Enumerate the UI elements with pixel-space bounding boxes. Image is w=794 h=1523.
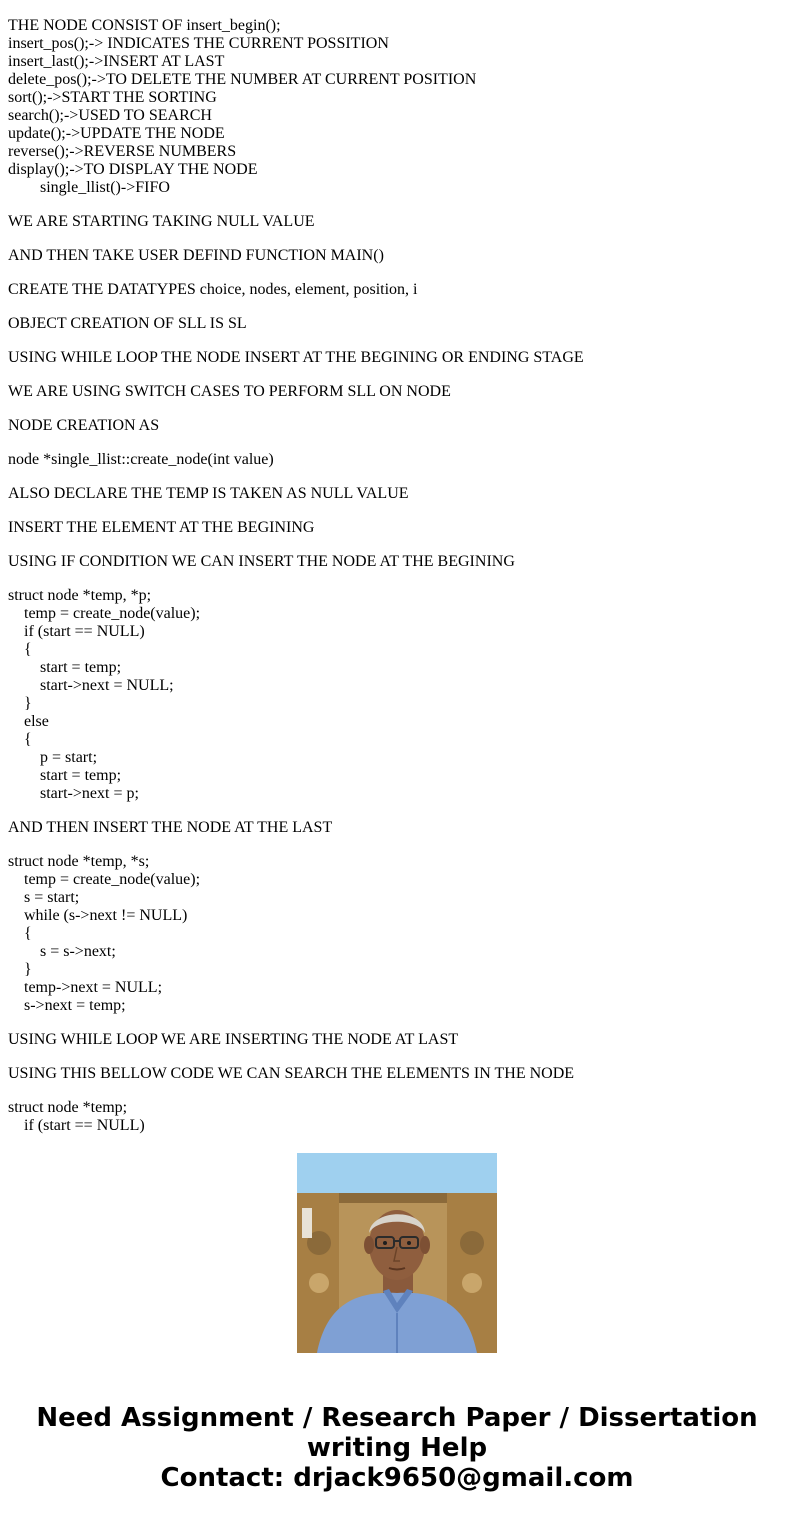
text-line: start->next = NULL; (8, 677, 174, 694)
paragraph-gap (8, 571, 788, 587)
text-line: USING IF CONDITION WE CAN INSERT THE NODE AT THE BEGINING (8, 553, 515, 570)
paragraph-gap (8, 1015, 788, 1031)
text-line: { (8, 641, 32, 658)
text-line: p = start; (8, 749, 98, 766)
text-line: s->next = temp; (8, 997, 126, 1014)
text-line: INSERT THE ELEMENT AT THE BEGINING (8, 519, 315, 536)
text-line: while (s->next != NULL) (8, 907, 188, 924)
paragraph-gap (8, 837, 788, 853)
paragraph-gap (8, 367, 788, 383)
text-line: reverse();->REVERSE NUMBERS (8, 143, 237, 160)
paragraph-gap (8, 1049, 788, 1065)
text-line: struct node *temp, *s; (8, 853, 150, 870)
text-line: struct node *temp; (8, 1099, 128, 1116)
text-line: else (8, 713, 49, 730)
text-line: NODE CREATION AS (8, 417, 160, 434)
text-line: s = s->next; (8, 943, 116, 960)
paragraph-gap (8, 299, 788, 315)
text-line: USING THIS BELLOW CODE WE CAN SEARCH THE ELEMENTS IN THE NODE (8, 1065, 575, 1082)
text-line: display();->TO DISPLAY THE NODE (8, 161, 258, 178)
text-line: ALSO DECLARE THE TEMP IS TAKEN AS NULL VALUE (8, 485, 409, 502)
text-line: struct node *temp, *p; (8, 587, 152, 604)
paragraph-gap (8, 435, 788, 451)
promo-contact: Contact: drjack9650@gmail.com (160, 1463, 634, 1493)
text-line: update();->UPDATE THE NODE (8, 125, 225, 142)
author-photo (297, 1153, 497, 1353)
text-line: insert_pos();-> INDICATES THE CURRENT POSSITION (8, 35, 389, 52)
promo-banner (0, 1403, 794, 1493)
text-line: { (8, 731, 32, 748)
text-line: if (start == NULL) (8, 623, 145, 640)
text-line: temp = create_node(value); (8, 871, 201, 888)
text-line: temp->next = NULL; (8, 979, 163, 996)
text-line: AND THEN TAKE USER DEFIND FUNCTION MAIN() (8, 247, 384, 264)
promo-line-2: writing Help (306, 1433, 488, 1463)
text-line: start = temp; (8, 659, 122, 676)
text-line: node *single_llist::create_node(int value) (8, 451, 274, 468)
text-line: search();->USED TO SEARCH (8, 107, 212, 124)
portrait-icon (297, 1153, 497, 1353)
text-line: single_llist()->FIFO (8, 179, 170, 196)
promo-line-1: Need Assignment / Research Paper / Dissertation (36, 1403, 758, 1433)
text-line: delete_pos();->TO DELETE THE NUMBER AT CURRENT POSITION (8, 71, 477, 88)
text-line: start->next = p; (8, 785, 139, 802)
text-line: s = start; (8, 889, 80, 906)
paragraph-gap (8, 333, 788, 349)
text-line: sort();->START THE SORTING (8, 89, 217, 106)
text-line: WE ARE USING SWITCH CASES TO PERFORM SLL ON NODE (8, 383, 451, 400)
text-line: USING WHILE LOOP WE ARE INSERTING THE NODE AT LAST (8, 1031, 459, 1048)
text-line: CREATE THE DATATYPES choice, nodes, element, position, i (8, 281, 418, 298)
text-line: } (8, 695, 32, 712)
paragraph-gap (8, 503, 788, 519)
paragraph-gap (8, 265, 788, 281)
text-line: temp = create_node(value); (8, 605, 201, 622)
text-line: start = temp; (8, 767, 122, 784)
text-line: } (8, 961, 32, 978)
paragraph-gap (8, 1083, 788, 1099)
text-line: insert_last();->INSERT AT LAST (8, 53, 225, 70)
text-line: OBJECT CREATION OF SLL IS SL (8, 315, 247, 332)
text-line: AND THEN INSERT THE NODE AT THE LAST (8, 819, 333, 836)
document-text (8, 17, 788, 1134)
paragraph-gap (8, 401, 788, 417)
paragraph-gap (8, 469, 788, 485)
text-line: if (start == NULL) (8, 1117, 145, 1134)
paragraph-gap (8, 231, 788, 247)
paragraph-gap (8, 803, 788, 819)
text-line: { (8, 925, 32, 942)
text-line: USING WHILE LOOP THE NODE INSERT AT THE BEGINING OR ENDING STAGE (8, 349, 584, 366)
paragraph-gap (8, 537, 788, 553)
paragraph-gap (8, 197, 788, 213)
text-line: WE ARE STARTING TAKING NULL VALUE (8, 213, 315, 230)
text-line: THE NODE CONSIST OF insert_begin(); (8, 17, 281, 34)
